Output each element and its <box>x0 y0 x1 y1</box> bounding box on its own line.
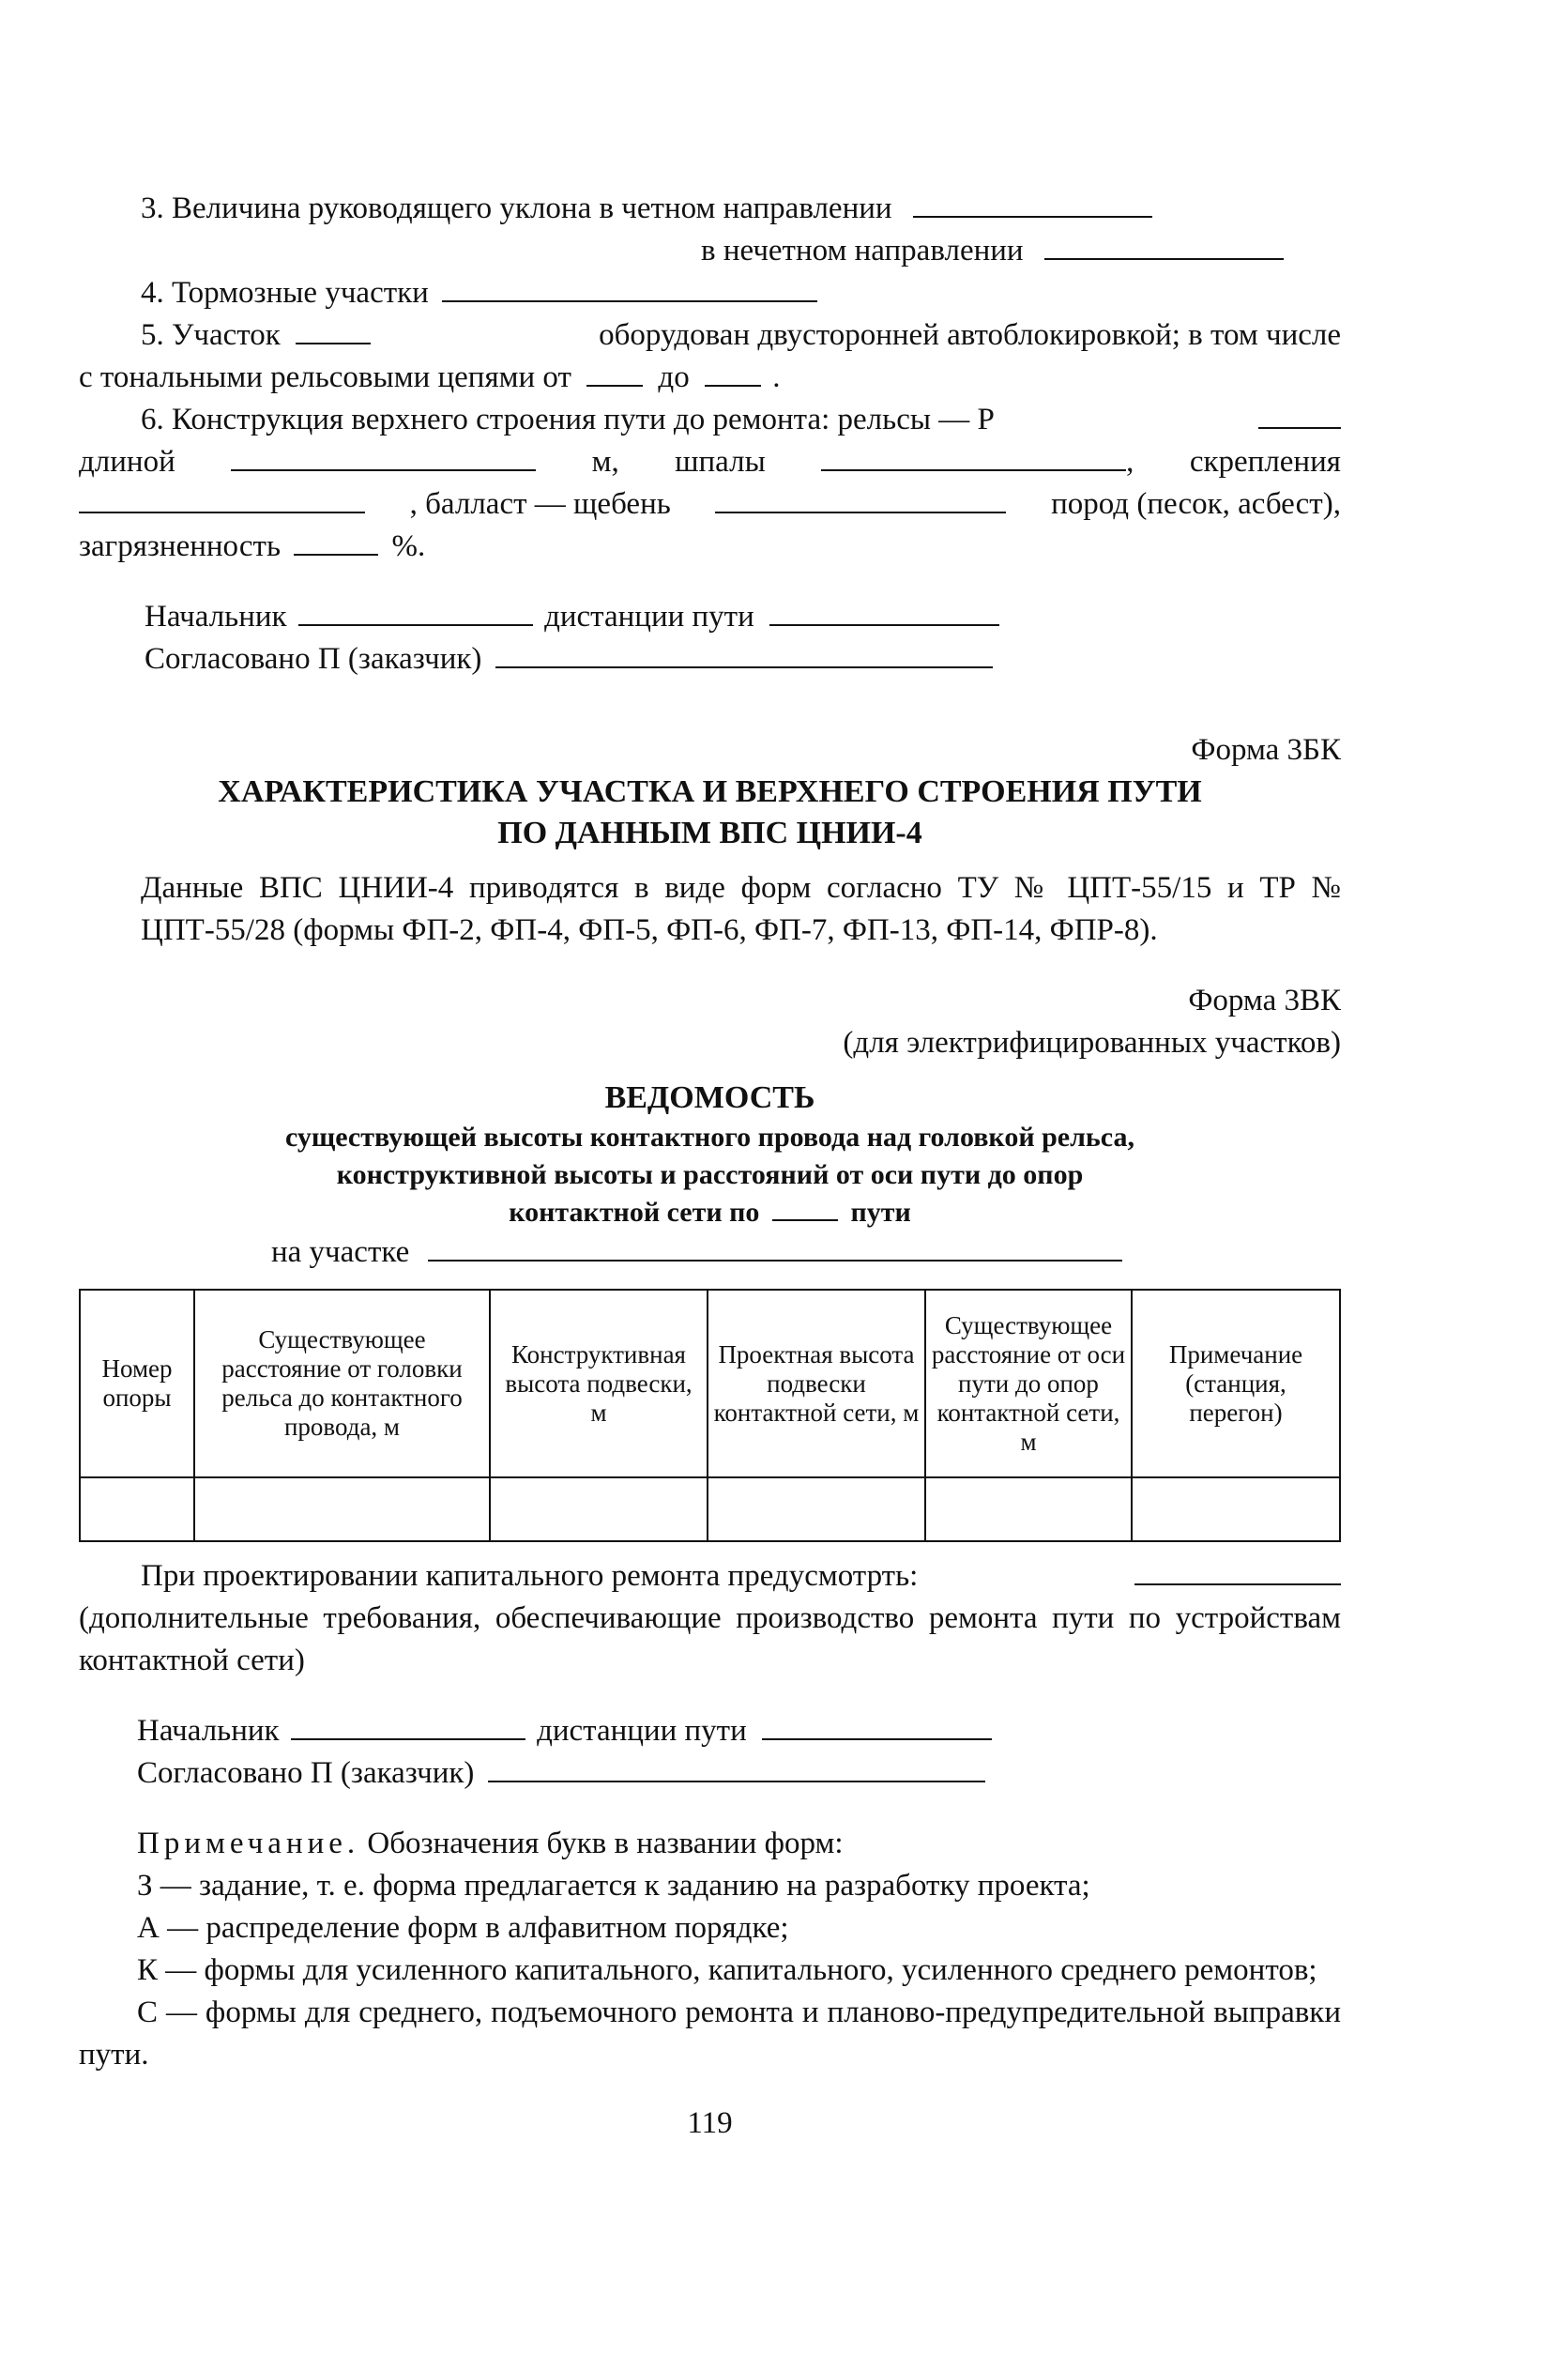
form-3vk-subtitle-1: существующей высоты контактного провода над головкой рельса, <box>285 1122 1134 1153</box>
item-5-label: 5. Участок <box>141 318 281 352</box>
form-3bk-title-2: ПО ДАННЫМ ВПС ЦНИИ-4 <box>497 816 922 850</box>
agreed-label: Согласовано П (заказчик) <box>145 642 482 676</box>
form-3vk-note: (для электрифицированных участков) <box>843 1026 1341 1060</box>
blank-field <box>715 489 1006 513</box>
blank-field <box>586 362 643 387</box>
distance-label: дистанции пути <box>537 1714 747 1748</box>
item-3-odd-direction: в нечетном направлении <box>701 234 1024 268</box>
item-4-label: 4. Тормозные участки <box>141 276 429 310</box>
note-a: А — распределение форм в алфавитном порядке; <box>137 1911 789 1945</box>
item-3-line-1 <box>79 188 1341 230</box>
note-z: З — задание, т. е. форма предлагается к заданию на разработку проекта; <box>137 1869 1090 1903</box>
table-cell[interactable] <box>490 1477 708 1541</box>
blank-field <box>79 489 365 513</box>
item-5-text-2: с тональными рельсовыми цепями от <box>79 360 571 394</box>
item-6-sleepers: шпалы <box>675 445 766 479</box>
table-row <box>80 1477 1340 1541</box>
signature-chief-2 <box>79 1710 1341 1752</box>
catenary-table <box>79 1289 1341 1542</box>
blank-field <box>705 362 761 387</box>
blank-field <box>291 1716 525 1740</box>
blank-field <box>762 1716 992 1740</box>
table-cell[interactable] <box>925 1477 1132 1541</box>
table-header-row <box>80 1290 1340 1477</box>
blank-field <box>488 1758 985 1782</box>
form-3vk-subtitle-2: конструктивной высоты и расстояний от оси пути до опор <box>336 1159 1084 1190</box>
table-cell[interactable] <box>194 1477 490 1541</box>
blank-field <box>1258 405 1341 429</box>
blank-field <box>821 447 1126 471</box>
header-support-number: Номер опоры <box>80 1290 194 1477</box>
blank-field <box>296 320 371 344</box>
blank-field <box>495 644 993 668</box>
item-6-ballast: , балласт — щебень <box>409 487 671 521</box>
header-existing-height: Существующее расстояние от головки рельса до контактного провода, м <box>194 1290 490 1477</box>
header-distance-to-supports: Существующее расстояние от оси пути до опор контактной сети, м <box>925 1290 1132 1477</box>
form-3bk-body: Данные ВПС ЦНИИ-4 приводятся в виде форм согласно ТУ № ЦПТ-55/15 и ТР № ЦПТ-55/28 (формы ФП-2, ФП-4, ФП-5, ФП-6, ФП-7, ФП-13, ФП-14, ФПР-8). <box>141 871 1341 947</box>
item-5-line-2 <box>79 357 1341 399</box>
table-cell[interactable] <box>80 1477 194 1541</box>
item-6-comma: , <box>1126 445 1134 479</box>
item-6-line-4 <box>79 526 1341 568</box>
item-6-rocks: пород (песок, асбест), <box>1051 487 1341 521</box>
item-5-text-4: . <box>772 360 781 394</box>
item-3-line-2 <box>79 230 1341 272</box>
note-k: К — формы для усиленного капитального, капитального, усиленного среднего ремонтов; <box>137 1953 1317 1987</box>
item-6-line-3 <box>79 483 1341 526</box>
note-intro: Обозначения букв в названии форм: <box>367 1827 844 1860</box>
form-3vk-subtitle-3 <box>79 1194 1341 1231</box>
blank-field <box>294 531 378 556</box>
page-number: 119 <box>687 2106 733 2140</box>
item-6-fastenings: скрепления <box>1189 445 1341 479</box>
item-6-text: 6. Конструкция верхнего строения пути до ремонта: рельсы — Р <box>141 403 995 436</box>
blank-field <box>913 193 1152 218</box>
chief-label: Начальник <box>137 1714 280 1748</box>
document-page <box>79 188 1341 2145</box>
blank-field <box>231 447 536 471</box>
form-3bk-title-1: ХАРАКТЕРИСТИКА УЧАСТКА И ВЕРХНЕГО СТРОЕНИЯ ПУТИ <box>218 774 1202 809</box>
chief-label: Начальник <box>145 600 287 634</box>
design-text: При проектировании капитального ремонта предусмотрть: <box>141 1559 919 1593</box>
header-structural-height: Конструктивная высота подвески, м <box>490 1290 708 1477</box>
design-text-2: (дополнительные требования, обеспечивающие производство ремонта пути по устройствам контактной сети) <box>79 1601 1341 1677</box>
design-line-1 <box>79 1555 1341 1598</box>
blank-field <box>769 602 999 626</box>
item-5-text-3: до <box>658 360 690 394</box>
table-cell[interactable] <box>1132 1477 1340 1541</box>
track-label: пути <box>850 1197 911 1228</box>
signature-chief-1 <box>79 596 1341 638</box>
blank-field <box>442 278 817 302</box>
signature-agreed-1 <box>79 638 1341 681</box>
note-title: Примечание. <box>137 1827 360 1860</box>
blank-field <box>1134 1561 1341 1585</box>
item-6-line-2 <box>79 441 1341 483</box>
note-s: С — формы для среднего, подъемочного ремонта и планово-предупредительной выправки пути. <box>79 1996 1341 2072</box>
section-label: на участке <box>271 1235 410 1269</box>
blank-field <box>1044 236 1284 260</box>
item-6-contamination: загрязненность <box>79 529 281 563</box>
contact-network-label: контактной сети по <box>509 1197 760 1228</box>
item-6-percent: %. <box>391 529 426 563</box>
header-note: Примечание (станция, перегон) <box>1132 1290 1340 1477</box>
distance-label: дистанции пути <box>544 600 754 634</box>
item-3-label: 3. Величина руководящего уклона в четном направлении <box>141 191 892 225</box>
item-4 <box>79 272 1341 314</box>
table-cell[interactable] <box>708 1477 925 1541</box>
signature-agreed-2 <box>79 1752 1341 1795</box>
agreed-label: Согласовано П (заказчик) <box>137 1756 475 1790</box>
blank-field <box>772 1200 838 1221</box>
form-3bk-label: Форма 3БК <box>1191 733 1341 767</box>
item-6-length: длиной <box>79 445 175 479</box>
note-heading <box>79 1823 1341 1865</box>
item-6-m: м, <box>591 445 619 479</box>
blank-field <box>298 602 533 626</box>
blank-field <box>428 1237 1122 1262</box>
form-3vk-label: Форма 3ВК <box>1188 984 1341 1017</box>
form-3vk-title: ВЕДОМОСТЬ <box>604 1080 815 1115</box>
item-5-line-1 <box>79 314 1341 357</box>
item-5-text: оборудован двусторонней автоблокировкой; в том числе <box>599 318 1341 352</box>
header-design-height: Проектная высота подвески контактной сети, м <box>708 1290 925 1477</box>
item-6-line-1 <box>79 399 1341 441</box>
section-line <box>79 1231 1341 1274</box>
